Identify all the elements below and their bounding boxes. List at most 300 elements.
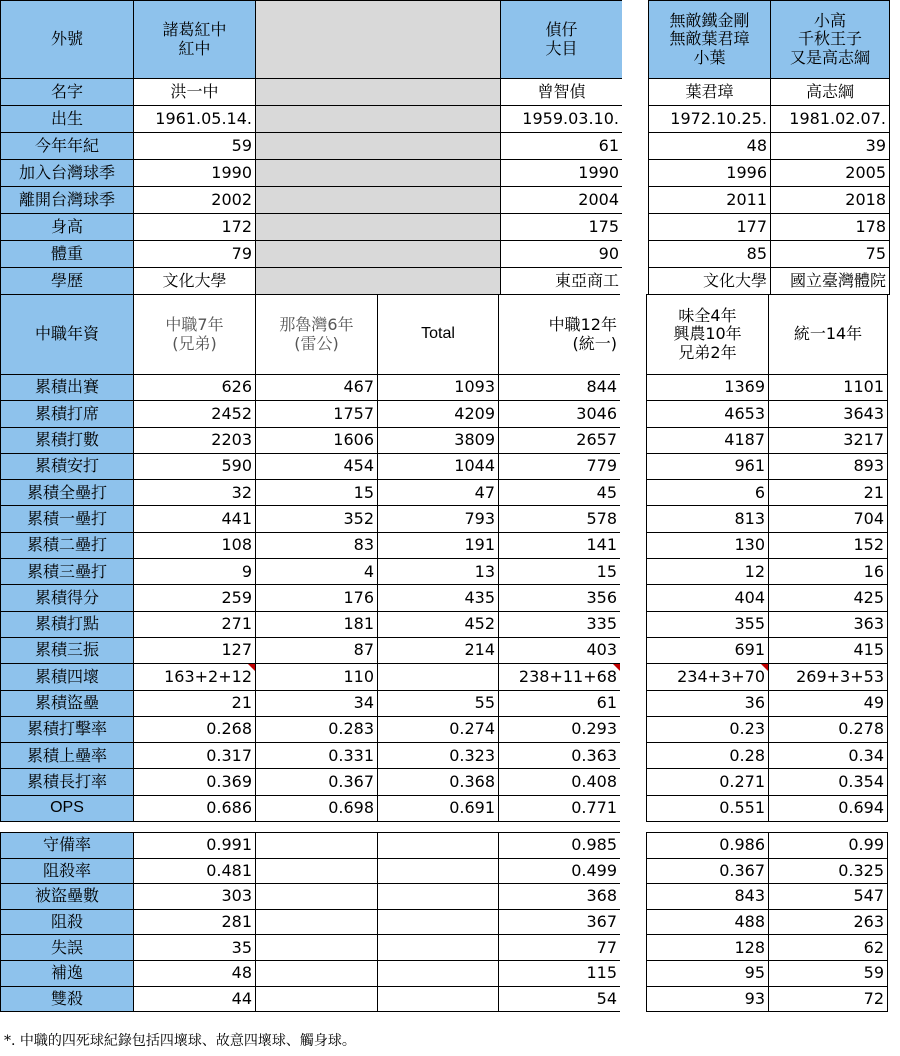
p4-nickname [770, 0, 890, 79]
p2-value: 335 [498, 611, 621, 638]
p4-value: 1101 [768, 374, 888, 401]
p1-value: 35 [133, 934, 256, 961]
p2-value: 403 [498, 637, 621, 664]
row-label: 累積打點 [0, 611, 134, 638]
column-gap [620, 400, 647, 427]
column-gap [620, 663, 647, 690]
p1b-line-1: 那魯灣6年 [279, 315, 354, 335]
p4-value: 16 [768, 558, 888, 585]
gray-block [255, 213, 501, 241]
p3-nick-2: 無敵葉君璋 [669, 29, 750, 49]
p3-value: 177 [648, 213, 771, 241]
p3-value: 4187 [646, 427, 769, 454]
p3-value: 4653 [646, 400, 769, 427]
empty-cell [255, 909, 378, 936]
p4-value: 0.325 [768, 858, 888, 885]
row-label: 阻殺 [0, 909, 134, 936]
p1b-value: 0.283 [255, 716, 378, 743]
total-value: 0.323 [377, 742, 499, 769]
p1a-line-2: (兄弟) [172, 333, 217, 353]
total-value: 47 [377, 479, 499, 506]
p1-value: 44 [133, 986, 256, 1013]
p4-value: 62 [768, 934, 888, 961]
empty-cell [377, 858, 499, 885]
column-gap [620, 934, 647, 961]
p2-value: 578 [498, 505, 621, 532]
gray-block [255, 240, 501, 268]
p2-value: 1959.03.10. [500, 105, 623, 133]
column-gap [620, 768, 647, 795]
p3-value: 961 [646, 453, 769, 480]
row-label: 加入台灣球季 [0, 159, 134, 187]
stat-row [0, 742, 889, 768]
p4-value: 704 [768, 505, 888, 532]
p2-value: 61 [500, 132, 623, 160]
p1b-value: 1606 [255, 427, 378, 454]
p1-value: 文化大學 [133, 267, 256, 295]
row-label: 累積三壘打 [0, 558, 134, 585]
row-label: 累積二壘打 [0, 532, 134, 559]
nickname-label: 外號 [0, 0, 134, 79]
column-gap [622, 240, 649, 268]
p2-value: 61 [498, 690, 621, 717]
p2-value: 0.363 [498, 742, 621, 769]
name-label: 名字 [0, 78, 134, 106]
bio-row [0, 159, 889, 186]
total-value: 1093 [377, 374, 499, 401]
p3-value: 0.271 [646, 768, 769, 795]
stat-row [0, 584, 889, 610]
p1-value: 2002 [133, 186, 256, 214]
p1-value: 303 [133, 883, 256, 910]
p2-value: 0.293 [498, 716, 621, 743]
p3-value: 0.986 [646, 832, 769, 859]
stat-row [0, 611, 889, 637]
p1b-value: 34 [255, 690, 378, 717]
row-label: OPS [0, 795, 134, 822]
p2-value: 367 [498, 909, 621, 936]
p2-value: 45 [498, 479, 621, 506]
p4-value: 0.354 [768, 768, 888, 795]
p2-value: 0.985 [498, 832, 621, 859]
row-label: 累積一壘打 [0, 505, 134, 532]
p3-value: 85 [648, 240, 771, 268]
p2-value: 238+11+68 [498, 663, 621, 690]
p3-value: 6 [646, 479, 769, 506]
total-value: 0.274 [377, 716, 499, 743]
column-gap [620, 479, 647, 506]
total-value: 13 [377, 558, 499, 585]
bio-row [0, 105, 889, 132]
column-gap [622, 186, 649, 214]
column-gap [620, 427, 647, 454]
stat-row [0, 427, 889, 453]
p1b-value: 15 [255, 479, 378, 506]
p1a-line-1: 中職7年 [165, 315, 224, 335]
p3-value: 355 [646, 611, 769, 638]
stat-row [0, 637, 889, 663]
p4-value: 363 [768, 611, 888, 638]
p1a-value: 0.268 [133, 716, 256, 743]
p1b-value: 181 [255, 611, 378, 638]
p1b-value: 87 [255, 637, 378, 664]
p2-career [498, 294, 621, 375]
p1a-value: 108 [133, 532, 256, 559]
p3-value: 0.23 [646, 716, 769, 743]
empty-cell [377, 832, 499, 859]
p2-value: 1990 [500, 159, 623, 187]
p1b-value: 467 [255, 374, 378, 401]
p2-value: 0.771 [498, 795, 621, 822]
p3-value: 404 [646, 584, 769, 611]
p4-value: 152 [768, 532, 888, 559]
column-gap [620, 883, 647, 910]
column-gap [622, 213, 649, 241]
career-row [0, 294, 889, 374]
p1a-value: 626 [133, 374, 256, 401]
column-gap [620, 558, 647, 585]
p4-value: 2018 [770, 186, 890, 214]
gray-block [255, 132, 501, 160]
p4-nick-1: 小高 [813, 10, 846, 30]
column-gap [622, 105, 649, 133]
defense-row [0, 934, 889, 960]
p1b-value: 454 [255, 453, 378, 480]
p1b-value: 110 [255, 663, 378, 690]
defense-section [0, 832, 889, 1011]
p4-value: 0.694 [768, 795, 888, 822]
p4-value: 263 [768, 909, 888, 936]
row-label: 體重 [0, 240, 134, 268]
p4-value: 39 [770, 132, 890, 160]
p1b-value: 176 [255, 584, 378, 611]
gray-block [255, 267, 501, 295]
stat-row [0, 374, 889, 400]
p4-value: 415 [768, 637, 888, 664]
row-label: 失誤 [0, 934, 134, 961]
p1a-value: 127 [133, 637, 256, 664]
p3-value: 12 [646, 558, 769, 585]
empty-cell [255, 986, 378, 1013]
name-row [0, 78, 889, 105]
bio-row [0, 213, 889, 240]
empty-cell [377, 883, 499, 910]
p1-nick-1: 諸葛紅中 [162, 20, 227, 40]
row-label: 雙殺 [0, 986, 134, 1013]
empty-cell [377, 934, 499, 961]
total-header: Total [377, 294, 499, 375]
p2-value: 15 [498, 558, 621, 585]
p1b-value: 83 [255, 532, 378, 559]
p3-value: 1996 [648, 159, 771, 187]
total-value: 793 [377, 505, 499, 532]
p2-value: 2657 [498, 427, 621, 454]
p1a-value: 32 [133, 479, 256, 506]
empty-cell [377, 960, 499, 987]
p1a-value: 9 [133, 558, 256, 585]
p2-value: 3046 [498, 400, 621, 427]
total-value [377, 663, 499, 690]
column-gap [620, 986, 647, 1013]
p2-value: 368 [498, 883, 621, 910]
bio-section [0, 105, 889, 294]
p1a-value: 2452 [133, 400, 256, 427]
p2-value: 0.408 [498, 768, 621, 795]
empty-cell [377, 986, 499, 1013]
career-label: 中職年資 [0, 294, 134, 375]
empty-cell [255, 883, 378, 910]
column-gap [622, 267, 649, 295]
p1-value: 172 [133, 213, 256, 241]
p1-nickname [133, 0, 256, 79]
p3-line-2: 興農10年 [673, 324, 742, 344]
total-value: 0.368 [377, 768, 499, 795]
defense-row [0, 858, 889, 884]
p1b-value: 0.698 [255, 795, 378, 822]
p2-value: 2004 [500, 186, 623, 214]
total-value: 191 [377, 532, 499, 559]
column-gap [622, 132, 649, 160]
row-label: 阻殺率 [0, 858, 134, 885]
row-label: 身高 [0, 213, 134, 241]
row-label: 累積安打 [0, 453, 134, 480]
p1-value: 0.481 [133, 858, 256, 885]
column-gap [620, 690, 647, 717]
row-label: 累積上壘率 [0, 742, 134, 769]
p3-name: 葉君璋 [648, 78, 771, 106]
p2-nick-2: 大目 [545, 38, 578, 58]
footnote: *. 中職的四死球紀錄包括四壞球、故意四壞球、觸身球。 [4, 1033, 356, 1049]
column-gap [620, 832, 647, 859]
p4-value: 國立臺灣體院 [770, 267, 890, 295]
p1b-value: 352 [255, 505, 378, 532]
row-label: 累積打擊率 [0, 716, 134, 743]
row-label: 累積全壘打 [0, 479, 134, 506]
p2-value: 844 [498, 374, 621, 401]
p2-line-2: (統一) [572, 333, 617, 353]
row-label: 累積打數 [0, 427, 134, 454]
total-value: 452 [377, 611, 499, 638]
defense-row [0, 883, 889, 909]
p4-value: 0.99 [768, 832, 888, 859]
column-gap [620, 795, 647, 822]
p4-career: 統一14年 [768, 294, 888, 375]
column-gap [622, 78, 649, 106]
p1a-value: 590 [133, 453, 256, 480]
stat-row [0, 663, 889, 689]
row-label: 今年年紀 [0, 132, 134, 160]
p4-value: 72 [768, 986, 888, 1013]
p1a-value: 163+2+12 [133, 663, 256, 690]
total-value: 55 [377, 690, 499, 717]
defense-row [0, 909, 889, 935]
defense-row [0, 832, 889, 858]
p1-value: 59 [133, 132, 256, 160]
total-value: 0.691 [377, 795, 499, 822]
p4-value: 49 [768, 690, 888, 717]
p1-nick-2: 紅中 [178, 38, 211, 58]
total-value: 1044 [377, 453, 499, 480]
p1b-value: 1757 [255, 400, 378, 427]
p3-value: 843 [646, 883, 769, 910]
p4-value: 269+3+53 [768, 663, 888, 690]
p1a-value: 259 [133, 584, 256, 611]
p2-value: 0.499 [498, 858, 621, 885]
p3-value: 95 [646, 960, 769, 987]
p3-line-3: 兄弟2年 [678, 342, 737, 362]
stat-row [0, 479, 889, 505]
p4-value: 893 [768, 453, 888, 480]
gray-header-block [255, 0, 501, 79]
p4-value: 3217 [768, 427, 888, 454]
p3-value: 130 [646, 532, 769, 559]
total-value: 435 [377, 584, 499, 611]
p2-value: 90 [500, 240, 623, 268]
p3-value: 128 [646, 934, 769, 961]
stats-section [0, 374, 889, 821]
p3-value: 93 [646, 986, 769, 1013]
column-gap [620, 611, 647, 638]
column-gap [620, 374, 647, 401]
empty-cell [255, 934, 378, 961]
column-gap [620, 505, 647, 532]
column-gap [620, 858, 647, 885]
p4-value: 0.34 [768, 742, 888, 769]
stat-row [0, 558, 889, 584]
p2-name: 曾智偵 [500, 78, 623, 106]
p4-nick-2: 千秋王子 [797, 29, 862, 49]
nickname-row [0, 0, 889, 78]
p3-nick-3: 小葉 [693, 47, 726, 67]
p3-value: 1369 [646, 374, 769, 401]
p4-nick-3: 又是高志綱 [789, 47, 870, 67]
column-gap [620, 716, 647, 743]
p2-value: 115 [498, 960, 621, 987]
p1a-value: 0.686 [133, 795, 256, 822]
p1a-value: 2203 [133, 427, 256, 454]
column-gap [622, 159, 649, 187]
bio-row [0, 267, 889, 294]
total-value: 3809 [377, 427, 499, 454]
stat-row [0, 400, 889, 426]
p2-value: 356 [498, 584, 621, 611]
p3-value: 36 [646, 690, 769, 717]
p3-value: 1972.10.25. [648, 105, 771, 133]
p1b-value: 0.367 [255, 768, 378, 795]
total-value: 214 [377, 637, 499, 664]
empty-cell [255, 832, 378, 859]
p4-value: 178 [770, 213, 890, 241]
p1-value: 1990 [133, 159, 256, 187]
p4-value: 3643 [768, 400, 888, 427]
p2-value: 77 [498, 934, 621, 961]
column-gap [620, 294, 647, 375]
stat-row [0, 453, 889, 479]
column-gap [622, 0, 649, 79]
row-label: 被盜壘數 [0, 883, 134, 910]
p1a-value: 0.369 [133, 768, 256, 795]
row-label: 累積打席 [0, 400, 134, 427]
p4-name: 高志綱 [770, 78, 890, 106]
row-label: 累積四壞 [0, 663, 134, 690]
p1a-value: 0.317 [133, 742, 256, 769]
gray-block [255, 159, 501, 187]
p3-value: 0.551 [646, 795, 769, 822]
p3-value: 文化大學 [648, 267, 771, 295]
p2-value: 175 [500, 213, 623, 241]
stat-row [0, 768, 889, 794]
gray-block [255, 186, 501, 214]
stat-row [0, 716, 889, 742]
empty-cell [255, 858, 378, 885]
p3-value: 0.367 [646, 858, 769, 885]
p1-career-b [255, 294, 378, 375]
column-gap [620, 909, 647, 936]
p1-value: 79 [133, 240, 256, 268]
column-gap [620, 742, 647, 769]
column-gap [620, 453, 647, 480]
p1b-value: 0.331 [255, 742, 378, 769]
p3-career [646, 294, 769, 375]
gray-name-block [255, 78, 501, 106]
stat-row [0, 690, 889, 716]
row-label: 累積長打率 [0, 768, 134, 795]
row-label: 守備率 [0, 832, 134, 859]
p1a-value: 441 [133, 505, 256, 532]
bio-row [0, 240, 889, 267]
p1b-line-2: (雷公) [294, 333, 339, 353]
p1-value: 48 [133, 960, 256, 987]
p3-value: 0.28 [646, 742, 769, 769]
p1-value: 0.991 [133, 832, 256, 859]
p3-value: 2011 [648, 186, 771, 214]
p1a-value: 21 [133, 690, 256, 717]
p4-value: 1981.02.07. [770, 105, 890, 133]
section-spacer [0, 821, 889, 832]
bio-row [0, 186, 889, 213]
empty-cell [255, 960, 378, 987]
column-gap [620, 532, 647, 559]
row-label: 出生 [0, 105, 134, 133]
p4-value: 425 [768, 584, 888, 611]
p3-value: 48 [648, 132, 771, 160]
p2-nick-1: 偵仔 [545, 20, 578, 40]
p2-value: 141 [498, 532, 621, 559]
p3-value: 488 [646, 909, 769, 936]
p2-value: 779 [498, 453, 621, 480]
gray-block [255, 105, 501, 133]
p2-nickname [500, 0, 623, 79]
row-label: 補逸 [0, 960, 134, 987]
p3-line-1: 味全4年 [678, 305, 737, 325]
row-label: 離開台灣球季 [0, 186, 134, 214]
p1b-value: 4 [255, 558, 378, 585]
defense-row [0, 986, 889, 1012]
p1-value: 1961.05.14. [133, 105, 256, 133]
stat-row [0, 532, 889, 558]
defense-row [0, 960, 889, 986]
p1-career-a [133, 294, 256, 375]
p2-value: 東亞商工 [500, 267, 623, 295]
p1-name: 洪一中 [133, 78, 256, 106]
p1a-value: 271 [133, 611, 256, 638]
row-label: 累積盜壘 [0, 690, 134, 717]
column-gap [620, 584, 647, 611]
p3-value: 691 [646, 637, 769, 664]
p2-line-1: 中職12年 [548, 315, 617, 335]
p4-value: 59 [768, 960, 888, 987]
column-gap [620, 637, 647, 664]
